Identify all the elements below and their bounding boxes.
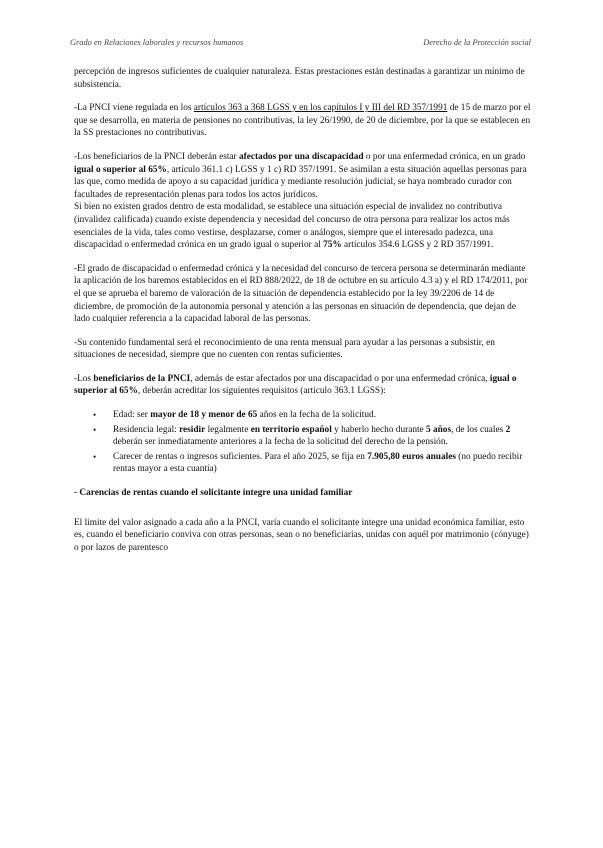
header-subject: Derecho de la Protección social: [423, 38, 531, 47]
section-title: - Carencias de rentas cuando el solicitante integre una unidad familiar: [74, 488, 353, 499]
text: Residencia legal:: [113, 424, 180, 435]
list-item: [113, 451, 534, 476]
text: de 15 de marzo por el que se desarrolla, en materia de pensiones no contributivas, la ley 26/1990, de 20 de diciembre, por la que se establecen en la SS prestaciones no contributivas.: [74, 103, 531, 139]
paragraph-content: -Su contenido fundamental será el reconocimiento de una renta mensual para ayudar a las personas a subsistir, en situaciones de necesidad, siempre que no cuenten con rentas suficientes.: [74, 337, 495, 361]
text: y haberlo hecho durante: [331, 424, 427, 435]
paragraph-qualified-invalidity: [74, 201, 534, 251]
bold-text: afectados por una discapacidad: [238, 151, 364, 162]
paragraph-beneficiaries: [74, 151, 534, 201]
text: -La PNCI viene regulada en los: [74, 103, 194, 114]
requirements-list: [74, 409, 534, 476]
bold-text: igual o superior al 65%: [74, 373, 517, 397]
text: (no puedo recibir rentas mayor a esta cuantía): [113, 451, 523, 475]
text: -Los beneficiarios de la PNCI deberán estar: [74, 151, 239, 162]
bold-text: residir: [179, 424, 206, 435]
text: , de los cuales: [451, 424, 506, 435]
document-body: [74, 66, 534, 565]
text: o por una enfermedad crónica, en un grado: [363, 151, 526, 162]
legal-reference-link[interactable]: artículos 363 a 368 LGSS y en los capítulos I y III del RD 357/1991: [193, 103, 448, 114]
text: -Los: [74, 373, 94, 384]
header-course: Grado en Relaciones laborales y recursos humanos: [70, 38, 244, 47]
bold-text: igual o superior al 65%: [74, 164, 167, 175]
text: artículos 354.6 LGSS y 2 RD 357/1991.: [341, 240, 494, 251]
paragraph-family-unit: El límite del valor asignado a cada año a la PNCI, varía cuando el solicitante integre una unidad económica familiar, esto es, cuando el beneficiario conviva con otras personas, sean o no beneficiarias, unidas con aquél por matrimonio (cónyuge) o por lazos de parentesco: [74, 517, 529, 553]
text: , deberán acreditar los siguientes requisitos (artículo 363.1 LGSS):: [137, 386, 386, 397]
paragraph-regulation: [74, 102, 534, 140]
text: deberán ser inmediatamente anteriores a la fecha de la solicitud del derecho de la pensión.: [113, 437, 448, 448]
bold-text: beneficiarios de la PNCI: [93, 373, 191, 384]
bold-text: en territorio español: [250, 424, 332, 435]
bold-text: 7.905,80 euros anuales: [367, 451, 456, 462]
text: años en la fecha de la solicitud.: [257, 410, 377, 421]
text: legalmente: [205, 424, 251, 435]
bold-text: mayor de 18 y menor de 65: [150, 410, 258, 421]
text: Si bien no existen grados dentro de esta modalidad, se establece una situación especial de invalidez no contributiva (invalidez calificada) cuando existe dependencia y necesidad del concurso de otra persona para realizar los actos más esenciales de la vida, tales como vestirse, desplazarse, comer o análogos, siempre que el interesado padezca, una discapacidad o enfermedad crónica en un grado igual o superior al: [74, 202, 510, 251]
list-item: [113, 409, 534, 422]
paragraph-requirements-intro: [74, 373, 534, 398]
text: , además de estar afectados por una discapacidad o por una enfermedad crónica,: [190, 373, 490, 384]
paragraph-intro: percepción de ingresos suficientes de cualquier naturaleza. Estas prestaciones están destinadas a garantizar un mínimo de subsistencia.: [74, 67, 525, 90]
text: , artículo 361.1 c) LGSS y 1 c) RD 357/1991. Se asimilan a esta situación aquellas personas para las que, como medida de apoyo a su capacidad jurídica y mediante resolución judicial, se haya nombrado curador con facultades de representación plenas para todos los actos jurídicos.: [74, 164, 527, 200]
text: Carecer de rentas o ingresos suficientes. Para el año 2025, se fija en: [113, 451, 368, 462]
list-item: [113, 424, 534, 449]
text: Edad: ser: [113, 410, 151, 421]
bold-text: 5 años: [426, 424, 452, 435]
bold-text: 2: [505, 424, 511, 435]
bold-text: 75%: [323, 240, 342, 251]
paragraph-disability-degree: -El grado de discapacidad o enfermedad crónica y la necesidad del concurso de tercera persona se determinarán mediante la aplicación de los baremos establecidos en el RD 888/2022, de 18 de octubre en su artículo 4.3 a) y el RD 174/2011, por el que se aprueba el baremo de valoración de la situación de dependencia establecido por la ley 39/2206 de 14 de diciembre, de promoción de la autonomía personal y atención a las personas en situación de dependencia, que dejan de lado cualquier referencia a la capacidad laboral de las personas.: [74, 263, 528, 325]
